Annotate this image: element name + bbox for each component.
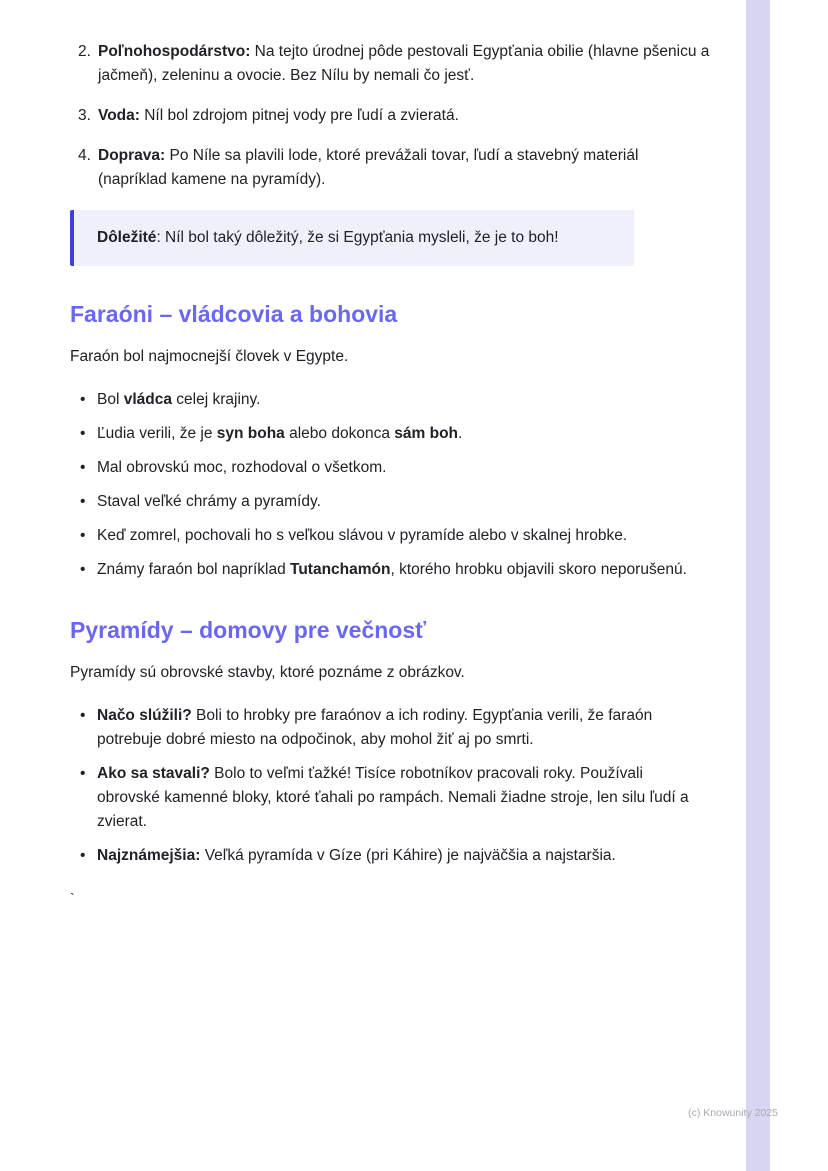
list-number: 2. <box>78 43 91 60</box>
bullet-text <box>97 388 710 412</box>
bullet-marker: • <box>80 561 86 578</box>
list-number: 4. <box>78 147 91 164</box>
bullet-marker: • <box>80 459 86 476</box>
list-item-text <box>98 40 710 88</box>
bullet-marker: • <box>80 493 86 510</box>
bold-text-run: Ako sa stavali? <box>97 765 210 782</box>
section-heading-pyramids: Pyramídy – domovy pre večnosť <box>70 617 427 643</box>
text-run: Po Níle sa plavili lode, ktoré prevážali tovar, ľudí a stavebný materiál (napríklad kamene na pyramídy). <box>98 147 639 188</box>
text-run: Bolo to veľmi ťažké! Tisíce robotníkov pracovali roky. Používali obrovské kamenné bloky, ktoré ťahali po rampách. Nemali žiadne stroje, len silu ľudí a zvierat. <box>97 765 689 830</box>
section-heading-pharaohs: Faraóni – vládcovia a bohovia <box>70 301 398 327</box>
bullet-item <box>80 844 710 868</box>
intro-paragraph-pharaohs: Faraón bol najmocnejší človek v Egypte. <box>70 348 349 365</box>
bold-text-run: syn boha <box>216 425 285 442</box>
bullet-item <box>80 558 710 582</box>
text-run: : Níl bol taký dôležitý, že si Egypťania mysleli, že je to boh! <box>156 229 559 246</box>
bullet-marker: • <box>80 847 86 864</box>
callout-text <box>97 226 614 250</box>
bullet-item <box>80 762 710 834</box>
text-run: . <box>458 425 463 442</box>
text-run: celej krajiny. <box>171 391 261 408</box>
bullet-item <box>80 388 710 412</box>
bullet-text <box>97 456 710 480</box>
list-number: 3. <box>78 107 91 124</box>
bold-text-run: Doprava: <box>98 147 166 164</box>
text-run: Keď zomrel, pochovali ho s veľkou slávou v pyramíde alebo v skalnej hrobke. <box>97 527 628 544</box>
bullet-text <box>97 490 710 514</box>
bullet-marker: • <box>80 425 86 442</box>
bullet-list-pharaohs <box>70 388 710 582</box>
text-run: Bol <box>97 391 124 408</box>
intro-paragraph-pyramids: Pyramídy sú obrovské stavby, ktoré poznáme z obrázkov. <box>70 664 465 681</box>
bullet-text <box>97 524 710 548</box>
bold-text-run: Voda: <box>98 107 140 124</box>
text-run: Níl bol zdrojom pitnej vody pre ľudí a zvieratá. <box>139 107 459 124</box>
bullet-item <box>80 704 710 752</box>
text-run: Na tejto úrodnej pôde pestovali Egypťania obilie (hlavne pšenicu a jačmeň), zeleninu a ovocie. Bez Nílu by nemali čo jesť. <box>98 43 710 84</box>
bullet-item <box>80 422 710 446</box>
bullet-item <box>80 456 710 480</box>
important-callout <box>70 210 634 266</box>
bullet-item <box>80 524 710 548</box>
bullet-marker: • <box>80 527 86 544</box>
bullet-text <box>97 704 710 752</box>
bullet-text <box>97 558 710 582</box>
bold-text-run: Načo slúžili? <box>97 707 192 724</box>
list-item <box>78 40 710 88</box>
list-item <box>78 104 710 128</box>
bold-text-run: Najznámejšia: <box>97 847 201 864</box>
bullet-list-pyramids <box>70 704 710 868</box>
bullet-text <box>97 422 710 446</box>
bold-text-run: sám boh <box>394 425 458 442</box>
numbered-list <box>70 40 710 192</box>
bold-text-run: Tutanchamón <box>290 561 391 578</box>
text-run: Staval veľké chrámy a pyramídy. <box>97 493 321 510</box>
list-item-text <box>98 104 710 128</box>
text-run: Známy faraón bol napríklad <box>97 561 290 578</box>
text-run: , ktorého hrobku objavili skoro neporušenú. <box>390 561 687 578</box>
bullet-marker: • <box>80 391 86 408</box>
bullet-marker: • <box>80 707 86 724</box>
bullet-item <box>80 490 710 514</box>
list-item <box>78 144 710 192</box>
bullet-marker: • <box>80 765 86 782</box>
list-item-text <box>98 144 710 192</box>
bold-text-run: Dôležité <box>97 229 157 246</box>
text-run: Ľudia verili, že je <box>97 425 217 442</box>
bullet-text <box>97 844 710 868</box>
text-run: Veľká pyramída v Gíze (pri Káhire) je najväčšia a najstaršia. <box>200 847 616 864</box>
text-run: alebo dokonca <box>284 425 395 442</box>
bold-text-run: Poľnohospodárstvo: <box>98 43 251 60</box>
bold-text-run: vládca <box>123 391 172 408</box>
footer-copyright: (c) Knowunity 2025 <box>688 1107 778 1119</box>
stray-backtick: ` <box>70 890 75 906</box>
text-run: Boli to hrobky pre faraónov a ich rodiny. Egypťania verili, že faraón potrebuje dobré miesto na odpočinok, aby mohol žiť aj po smrti. <box>97 707 653 748</box>
text-run: Mal obrovskú moc, rozhodoval o všetkom. <box>97 459 387 476</box>
bullet-text <box>97 762 710 834</box>
